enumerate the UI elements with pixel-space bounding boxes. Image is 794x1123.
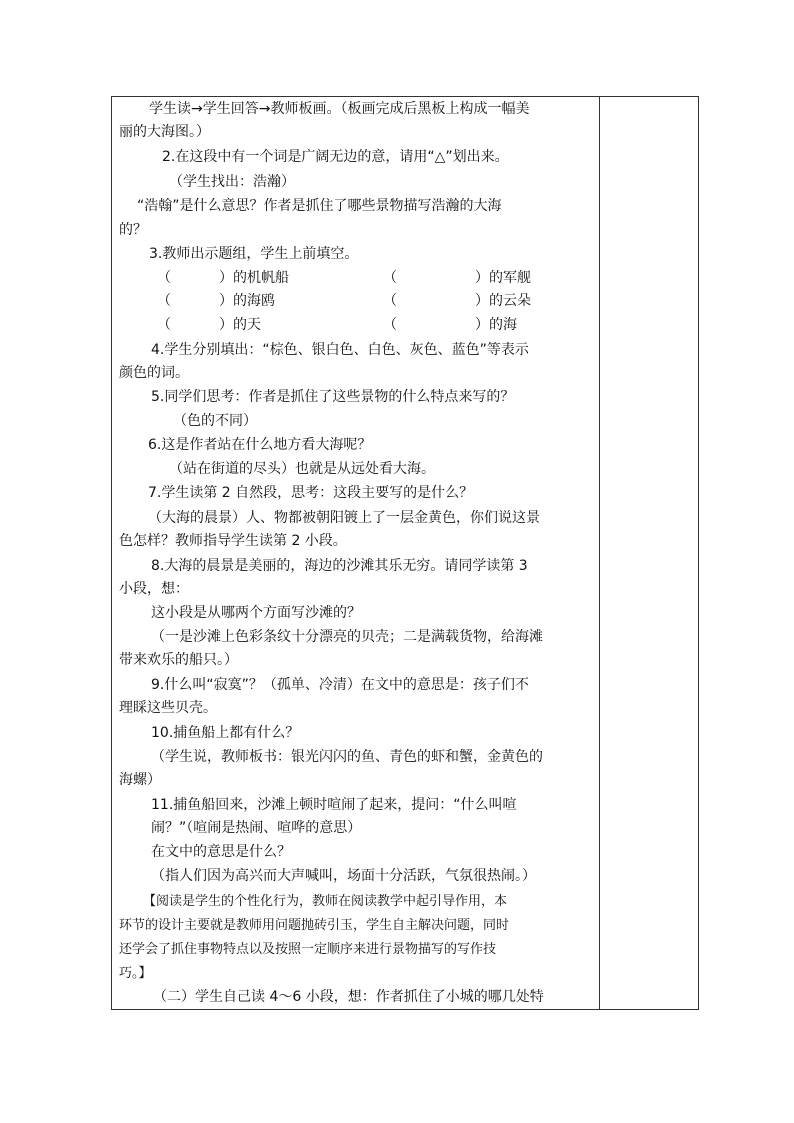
design-note-line: 巧。】 xyxy=(119,966,152,981)
paragraph-line: 10.捕鱼船上都有什么？ xyxy=(151,725,300,741)
paragraph-line: 小段，想： xyxy=(119,581,189,597)
paragraph-line: （大海的晨景）人、物都被朝阳镀上了一层金黄色，你们说这景 xyxy=(148,510,540,526)
paragraph-line: 这小段是从哪两个方面写沙滩的？ xyxy=(151,605,361,621)
design-note-line: 还学会了抓住事物特点以及按照一定顺序来进行景物描写的写作技 xyxy=(119,942,497,957)
paragraph-line: 海螺） xyxy=(119,772,161,788)
paragraph-line: 闹？”（喧闹是热闹、喧哗的意思） xyxy=(151,820,362,836)
paragraph-line: 2.在这段中有一个词是广阔无边的意，请用“△”划出来。 xyxy=(162,149,509,165)
blank-phrase: ）的海鸥 xyxy=(219,293,275,309)
paragraph-line: 理睬这些贝壳。 xyxy=(119,700,217,716)
paragraph-line: （学生找出：浩瀚） xyxy=(169,174,295,190)
blank-phrase: ）的天 xyxy=(219,317,261,333)
blank-phrase: ）的军舰 xyxy=(475,270,531,286)
design-note-line: 【阅读是学生的个性化行为，教师在阅读教学中起引导作用，本 xyxy=(143,894,508,909)
blank-phrase: ）的机帆船 xyxy=(219,270,289,286)
paragraph-line: 11.捕鱼船回来，沙滩上顿时喧闹了起来，提问：“什么叫喧 xyxy=(151,797,517,813)
paragraph-line: 的？ xyxy=(119,222,147,238)
paragraph-line: 带来欢乐的船只。） xyxy=(119,652,238,668)
paragraph-line: 6.这是作者站在什么地方看大海呢？ xyxy=(148,437,372,453)
paragraph-line: 丽的大海图。） xyxy=(119,124,210,140)
paragraph-line: 9.什么叫“寂寞”？（孤单、冷清）在文中的意思是：孩子们不 xyxy=(151,677,529,693)
paragraph-line: （一是沙滩上色彩条纹十分漂亮的贝壳；二是满载货物，给海滩 xyxy=(151,629,543,645)
side-table-cell xyxy=(600,96,699,1010)
paragraph-line: 在文中的意思是什么？ xyxy=(151,844,291,860)
paragraph-line: （学生说，教师板书：银光闪闪的鱼、青色的虾和蟹，金黄色的 xyxy=(151,749,543,765)
paragraph-line: 学生读→学生回答→教师板画。（板画完成后黑板上构成一幅美 xyxy=(149,101,530,117)
paragraph-line: “浩翰”是什么意思？作者是抓住了哪些景物描写浩瀚的大海 xyxy=(137,198,502,214)
paragraph-line: 色怎样？教师指导学生读第 2 小段。 xyxy=(119,533,347,549)
blank-open: （ xyxy=(157,270,171,286)
paragraph-line: 7.学生读第 2 自然段，思考：这段主要写的是什么？ xyxy=(148,485,474,501)
design-note-line: 环节的设计主要就是教师用问题抛砖引玉，学生自主解决问题，同时 xyxy=(119,918,510,933)
paragraph-line: （指人们因为高兴而大声喊叫，场面十分活跃，气氛很热闹。） xyxy=(151,868,536,884)
section-heading-line: （二）学生自己读 4～6 小段，想：作者抓住了小城的哪几处特 xyxy=(153,989,544,1005)
blank-open: （ xyxy=(383,270,397,286)
blank-open: （ xyxy=(157,317,171,333)
paragraph-line: 8.大海的晨景是美丽的，海边的沙滩其乐无穷。请同学读第 3 xyxy=(151,558,528,574)
blank-phrase: ）的云朵 xyxy=(475,293,531,309)
blank-open: （ xyxy=(383,293,397,309)
paragraph-line: 5.同学们思考：作者是抓住了这些景物的什么特点来写的？ xyxy=(151,389,515,405)
paragraph-line: 3.教师出示题组，学生上前填空。 xyxy=(149,246,359,262)
paragraph-line: （站在街道的尽头）也就是从远处看大海。 xyxy=(169,461,435,477)
paragraph-line: 4.学生分别填出：“棕色、银白色、白色、灰色、蓝色”等表示 xyxy=(151,342,529,358)
paragraph-line: （色的不同） xyxy=(173,413,257,429)
paragraph-line: 颜色的词。 xyxy=(119,365,189,381)
blank-phrase: ）的海 xyxy=(475,317,517,333)
blank-open: （ xyxy=(383,317,397,333)
blank-open: （ xyxy=(157,293,171,309)
